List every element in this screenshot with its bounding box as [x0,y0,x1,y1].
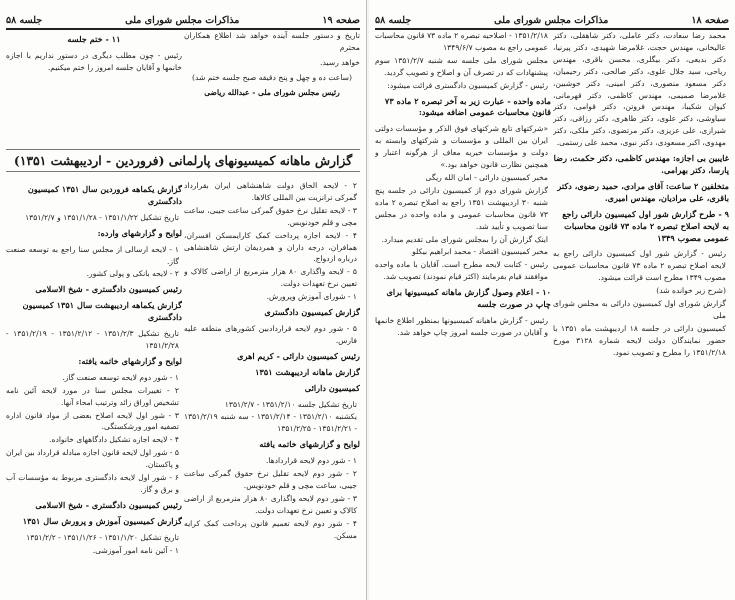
paragraph: ۲ - شور دوم لایحه تقلیل نرخ حقوق گمرکی ساعت جیبی، ساعت مچی و قلم خودنویس. [184,469,357,490]
paragraph: محمد رضا سعادت، دکتر عاملی، دکتر شاهقلی، دکتر عالیخانی، مهندس حجت، غلامرضا شهیدی، دکتر پیرنیا، دکتر بدیعی، دکتر بیگلری، محسن باقری، مهندس ریاحی، سید جلال علوی، دکتر صالحی، دکتر رحیمیان، دکتر مسعود منصوری، دکتر امینی، دکتر خوشبین، غلامرضا صمیمی، مهندس کاظمی، دکتر قهرمانی، کیوان شکیبا، مهندس فروتن، دکتر قوامی، دکتر سیاوشی، دکتر علوی، دکتر طاهری، دکتر رزاقی، دکتر شیرازی، علی عزیزی، دکتر مرتضوی، دکتر ملکی، دکتر مهدوی، اکبر مسعودی، دکتر نبوی، محمد علی رستمی. [553,31,726,148]
right-page-title: مذاکرات مجلس شورای ملی [494,15,609,26]
paragraph: تاریخ تشکیل ۱۳۵۱/۲/۳ - ۱۳۵۱/۲/۱۲ - ۱۳۵۱/۲/۱۹ - ۱۳۵۱/۲/۲۸ [6,329,179,350]
closing-line: تاریخ و دستور جلسه آینده خواهد شد اطلاع همکاران محترم [184,31,360,52]
paragraph: ۵ - شور اول لایحه قانون اجازه مبادله قرارداد بین ایران و پاکستان. [6,448,179,470]
paragraph: ۳ - لایحه تقلیل نرخ حقوق گمرکی ساعت جیبی، ساعت مچی و قلم خودنویس. [184,205,357,227]
paragraph: ۱۳۵۱/۲/۱۸ - اصلاحیه تبصره ۲ ماده ۷۳ قانون محاسبات عمومی راجع به مصوب ۱۳۴۹/۶/۷ [375,31,548,52]
paragraph: ۱ - شور دوم لایحه توسعه صنعت گاز. [62,372,179,382]
paragraph: ۱ - لایحه ارسالی از مجلس سنا راجع به توسعه صنعت گاز. [6,244,179,266]
paragraph: رئیس کمیسیون دادگستری - شیخ الاسلامی [35,284,182,295]
paragraph: یکشنبه ۱۳۵۱/۲/۱۰ - ۱۳۵۱/۲/۱۴ - سه شنبه ۱۳۵۱/۲/۱۹ - ۱۳۵۱/۲/۲۱ - ۱۳۵۱/۲/۲۵ [184,412,357,434]
closing-line: خواهد رسید. [320,57,360,67]
paragraph: رئیس - چون مطلب دیگری در دستور نداریم با اجازه خانمها و آقایان جلسه امروز را ختم میکنیم. [6,50,182,72]
left-page-col-a-lower [184,180,360,594]
paragraph: گزارش یکماهه اردیبهشت سال ۱۳۵۱ کمیسیون دادگستری [22,300,182,323]
section-heading: ۱۱ - ختم جلسه [67,34,121,44]
left-page-col-b-lower [6,180,182,594]
paragraph: رئیس - گزارش ماهیانه کمیسیونها بمنظور اطلاع خانمها و آقایان در صورت جلسه امروز چاپ خواهد شد. [375,315,548,337]
paragraph: ۳ - شور اول لایحه اصلاح بعضی از مواد قانون اداره تصفیه امور ورشکستگی. [6,410,179,432]
paragraph: گزارش شورای اول کمیسیون دارائی به مجلس شورای ملی [553,299,726,320]
paragraph: رئیس - گزارش کمیسیون دادگستری قرائت میشود: [387,80,548,90]
paragraph: ۴ - شور دوم لایحه تعمیم قانون پرداخت کمک کرایه مسکن. [184,518,357,540]
paragraph: ۶ - شور اول لایحه دادگستری مربوط به مؤسسات آب و برق و گاز. [6,473,179,494]
paragraph: ۲ - لایحه بانکی و پولی کشور. [86,269,179,279]
paragraph: تاریخ تشکیل جلسه ۱۳۵۱/۲/۱۰ - ۱۳۵۱/۲/۷ [224,399,357,409]
paragraph: ۵ - لایحه واگذاری ۸۰ هزار مترمربع از اراضی کالاک و تعیین نرخ تعهدات دولت. [184,267,357,289]
committee-report-heading: گزارش ماهانه کمیسیونهای پارلمانی (فروردین - اردیبهشت ۱۳۵۱) [6,149,360,172]
paragraph: گزارش شورای دوم از کمیسیون دارائی در جلسه پنج شنبه ۳۰ اردیبهشت ۱۳۵۱ راجع به اصلاح تبصره ۲ ماده ۷۳ قانون محاسبات عمومی و ماده واحده در مجلس سنا تصویب و تأیید شد. [375,185,549,231]
paragraph: (شرح زیر خوانده شد) [656,286,726,296]
paragraph: ۴ - لایحه اجازه تشکیل دادگاههای خانواده. [49,435,179,445]
paragraph: ۱۰ - اعلام وصول گزارش ماهانه کمیسیونها برای چاپ در صورت جلسه [386,287,551,310]
right-page-header [375,4,729,30]
paragraph: رئیس کمیسیون دادگستری - شیخ الاسلامی [35,499,182,510]
paragraph: گزارش ماهانه اردیبهشت ۱۳۵۱ [255,366,360,377]
paragraph: ۵ - شور دوم لایحه قراردادبین کشورهای منطقه علیه فارس. [184,323,357,345]
paragraph: ۳ - شور دوم لایحه واگذاری ۸۰ هزار مترمربع از اراضی کالاک و تعیین نرخ تعهدات دولت. [184,493,357,515]
paragraph: رئیس - گزارش شور اول کمیسیون دارائی راجع به لایحه اصلاح تبصره ۲ ماده ۷۳ قانون محاسبات عمومی مصوب ۱۳۴۹ مطرح است قرائت میشود. [553,249,726,283]
right-page-col-b [553,30,729,594]
right-page [369,0,735,600]
right-page-col-a [375,30,551,594]
paragraph: گزارش کمیسیون دادگستری [264,307,360,318]
adjourn-note: (ساعت ده و چهل و پنج دقیقه صبح جلسه ختم شد) [192,72,352,82]
paragraph: تاریخ تشکیل ۱۳۵۱/۱/۲۰ - ۱۳۵۱/۱/۲۶ - ۱۳۵۱/۲/۲ [26,532,179,542]
paragraph: لوایح و گزارشهای وارده: [97,227,182,238]
left-session-number: جلسه ۵۸ [6,15,43,26]
paragraph: «شرکتهای تابع شرکتهای فوق الذکر و مؤسسات دولتی ایران بین المللی و مؤسسات و شرکتهای وابسته به دولت و مؤسسات خیریه معاف از هرگونه اعتبار و همچنین نظارت قانون خواهد بود.» [375,124,548,170]
left-page-col-b-upper [6,30,182,142]
paragraph: ۹ - طرح گزارش شور اول کمیسیون دارائی راجع به لایحه اصلاح تبصره ۲ ماده ۷۳ قانون محاسبات عمومی مصوب ۱۳۴۹ [562,208,729,243]
left-page-col-a-upper [184,30,360,142]
left-page-number: صفحه ۱۹ [322,15,360,26]
paragraph: ۴ - لایحه اجازه پرداخت کمک کارایمسکن افسران، همافران، درجه داران و همردیفان ارتش شاهنشاهی درباره ازدواج. [184,230,357,264]
paragraph: کمیسیون دارائی در جلسه ۱۸ اردیبهشت ماه ۱۳۵۱ با حضور نمایندگان دولت لایحه شماره ۳۱۲۸ مورخ ۱۳۵۱/۲/۱۸ را مطرح و تصویب نمود. [553,323,727,357]
paragraph: مخبر کمیسیون اقتصاد - محمد ابراهیم بیکلو [412,247,548,257]
paragraph: متخلفین ۲ ساعت: آقای مرادی، حمید رضوی، دکتر باقری، علی مرادیان، مهندس امیری. [557,180,729,203]
paragraph: ۲ - لایحه الحاق دولت شاهنشاهی ایران بقرارداد گمرکی ترانزیت بین المللی کالاها. [184,181,357,202]
paragraph: غایبین بی اجازه: مهندس کاظمی، دکتر حکمت، رضا پارسا، دکتر بهرامی. [553,153,729,175]
paragraph: لوایح و گزارشهای خاتمه یافته: [78,355,182,366]
paragraph: لوایح و گزارشهای خاتمه یافته [259,439,360,450]
speaker-signature: رئیس مجلس شورای ملی - عبدالله ریاضی [204,87,340,97]
right-page-number: صفحه ۱۸ [691,15,729,26]
paragraph: کمیسیون دارائی [304,382,360,393]
paragraph: رئیس - کتابت لایحه مطرح است. آقایان با ماده واحده موافقند قیام بفرمایند (اکثر قیام نمودند) تصویب شد. [375,260,548,282]
left-page-header [6,4,360,30]
paragraph: مجلس شورای ملی جلسه سه شنبه ۱۳۵۱/۲/۷ سوم پیشنهادات که در تصرف آن و اصلاح و تصویب گردید. [375,55,548,77]
paragraph: تاریخ تشکیل ۱۳۵۱/۱/۲۲ - ۱۳۵۱/۱/۲۸ و ۱۳۵۱/۲/۷ [25,212,179,222]
paragraph: ۲ - تغییرات مجلس سنا در مورد لایحه آئین نامه تشخیص اوراق زائد وترتیب امحاء آنها. [6,385,179,407]
right-session-number: جلسه ۵۸ [375,15,412,26]
paragraph: اینک گزارش آن را بمجلس شورای ملی تقدیم میدارد. [381,234,548,244]
paragraph: ۱ - آئین نامه امور آموزشی. [92,545,179,555]
left-page-title: مذاکرات مجلس شورای ملی [125,15,240,26]
paragraph: ۱ - شور دوم لایحه قراردادها. [265,456,357,466]
paragraph: ماده واحده - عبارت زیر به آخر تبصره ۲ ماده ۷۳ قانون محاسبات عمومی اضافه میشود: [384,95,551,118]
paragraph: ۱ - شورای آموزش وپرورش. [266,292,357,302]
paragraph: گزارش یکماهه فروردین سال ۱۳۵۱ کمیسیون دادگستری [27,184,182,206]
paragraph: رئیس کمیسیون دارائی - کریم اهری [237,350,360,361]
left-page [0,0,367,600]
paragraph: مخبر کمیسیون دارائی - امان الله ریگی [425,172,548,182]
paragraph: گزارش کمیسیون آموزش و پرورش سال ۱۳۵۱ [22,515,182,526]
